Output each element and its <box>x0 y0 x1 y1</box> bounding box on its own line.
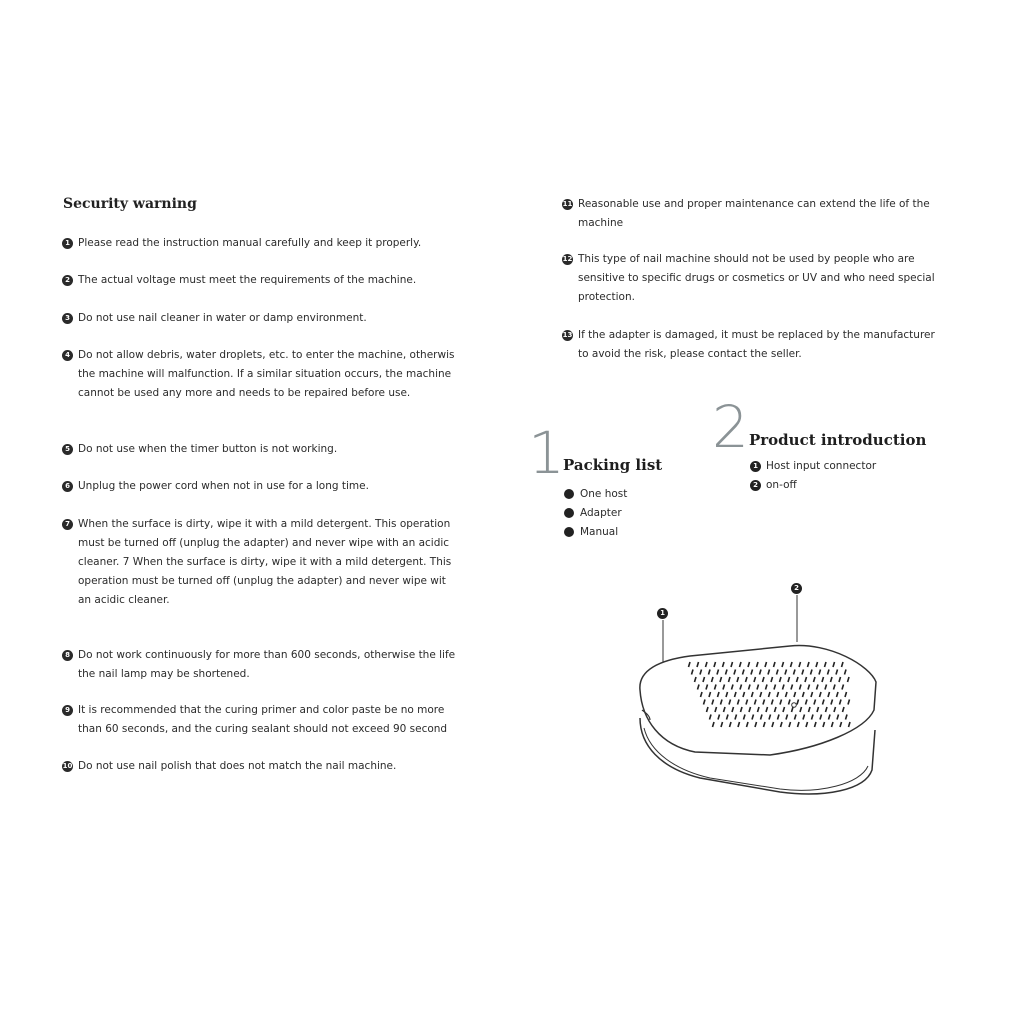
list-item <box>564 504 627 523</box>
product-introduction-title: Product introduction <box>749 431 927 449</box>
number-badge-icon: 3 <box>62 313 73 324</box>
callout-2-badge: 2 <box>791 583 802 594</box>
warning-text: Please read the instruction manual carefully and keep it properly. <box>78 237 422 249</box>
warning-item <box>562 195 952 233</box>
number-badge-icon: 11 <box>562 200 573 208</box>
warning-text: If the adapter is damaged, it must be replaced by the manufacturer to avoid the risk, please contact the seller. <box>578 329 935 360</box>
number-badge-icon: 8 <box>62 650 73 661</box>
number-badge-icon: 2 <box>750 480 761 491</box>
warning-item <box>62 757 462 776</box>
warning-text: The actual voltage must meet the requirements of the machine. <box>78 274 417 286</box>
number-badge-icon: 12 <box>562 255 573 263</box>
number-badge-icon: 13 <box>562 331 573 339</box>
product-section-number: 2 <box>712 393 749 461</box>
warning-item <box>62 309 462 328</box>
warning-text: Do not allow debris, water droplets, etc. to enter the machine, otherwis the machine will malfunction. If a similar situation occurs, the machine cannot be used any more and needs to be repaired before use. <box>78 349 455 399</box>
number-badge-icon: 5 <box>62 444 73 455</box>
warning-item <box>62 346 462 403</box>
number-badge-icon: 4 <box>62 350 73 361</box>
product-parts-list <box>750 457 876 495</box>
bullet-icon <box>564 527 574 537</box>
bullet-icon <box>564 489 574 499</box>
warning-text: It is recommended that the curing primer and color paste be no more than 60 seconds, and the curing sealant should not exceed 90 second <box>78 704 448 735</box>
packing-item-label: One host <box>580 488 628 500</box>
warning-item <box>62 477 462 496</box>
warning-item <box>62 646 462 684</box>
warning-text: Do not use when the timer button is not working. <box>78 443 338 455</box>
warning-text: This type of nail machine should not be used by people who are sensitive to specific drugs or cosmetics or UV and who need special protection. <box>578 253 935 303</box>
warning-item <box>562 326 952 364</box>
number-badge-icon: 1 <box>62 238 73 249</box>
packing-list-title: Packing list <box>563 456 663 474</box>
part-label: on-off <box>766 479 797 491</box>
packing-list <box>564 485 627 542</box>
list-item <box>750 476 876 495</box>
warning-text: Do not work continuously for more than 600 seconds, otherwise the life the nail lamp may be shortened. <box>78 649 456 680</box>
warning-text: Do not use nail polish that does not match the nail machine. <box>78 760 397 772</box>
number-badge-icon: 9 <box>62 705 73 716</box>
number-badge-icon: 1 <box>750 461 761 472</box>
list-item <box>564 523 627 542</box>
packing-item-label: Manual <box>580 526 619 538</box>
number-badge-icon: 7 <box>62 519 73 530</box>
warning-item <box>562 250 952 307</box>
packing-section-number: 1 <box>528 419 565 487</box>
callout-1-badge: 1 <box>657 608 668 619</box>
warning-text: Unplug the power cord when not in use for a long time. <box>78 480 369 492</box>
warning-item <box>62 440 462 459</box>
number-badge-icon: 6 <box>62 481 73 492</box>
part-label: Host input connector <box>766 460 877 472</box>
warning-item <box>62 271 462 290</box>
packing-item-label: Adapter <box>580 507 622 519</box>
warning-item <box>62 701 462 739</box>
warning-item <box>62 515 462 610</box>
warning-text: Reasonable use and proper maintenance can extend the life of the machine <box>578 198 930 229</box>
list-item <box>750 457 876 476</box>
warning-text: Do not use nail cleaner in water or damp environment. <box>78 312 367 324</box>
nail-machine-illustration <box>620 570 890 820</box>
warning-item <box>62 234 462 253</box>
list-item <box>564 485 627 504</box>
warning-text: When the surface is dirty, wipe it with a mild detergent. This operation must be turned off (unplug the adapter) and never wipe with an acidic cleaner. 7 When the surface is dirty, wipe it with a mild detergent. This operation must be turned off (unplug the adapter) and never wipe wit an acidic cleaner. <box>78 518 452 606</box>
number-badge-icon: 10 <box>62 762 73 770</box>
bullet-icon <box>564 508 574 518</box>
number-badge-icon: 2 <box>62 275 73 286</box>
security-warning-title: Security warning <box>63 196 197 212</box>
